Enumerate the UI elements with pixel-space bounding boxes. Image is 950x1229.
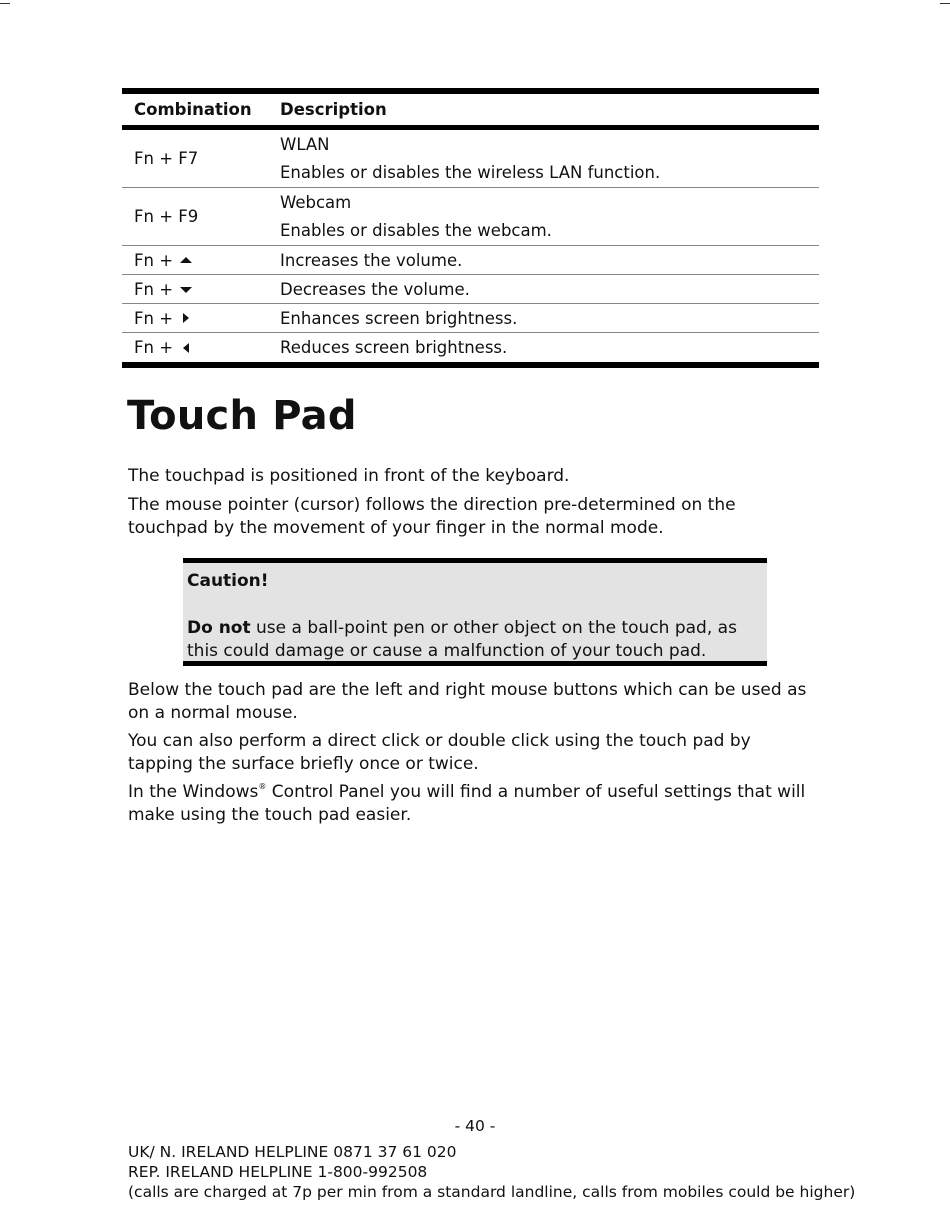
function-description: Reduces screen brightness. bbox=[280, 338, 508, 357]
combination-text: Fn + bbox=[134, 250, 174, 270]
combination-cell: Fn + F7 bbox=[134, 149, 199, 168]
shortcut-table bbox=[122, 88, 819, 368]
description-cell bbox=[280, 304, 819, 332]
body-paragraph-1: Below the touch pad are the left and right mouse buttons which can be used as on a normal mouse. bbox=[128, 680, 807, 723]
caution-text bbox=[187, 617, 762, 662]
combination-text: Fn + bbox=[134, 308, 174, 328]
combination-text: Fn + bbox=[134, 338, 174, 357]
caution-box bbox=[183, 558, 767, 666]
function-description: Enables or disables the wireless LAN function. bbox=[280, 163, 661, 183]
footer bbox=[128, 1142, 855, 1202]
description-cell bbox=[280, 246, 819, 274]
table-bottom-rule bbox=[122, 362, 819, 368]
description-cell bbox=[280, 275, 819, 303]
body-paragraph-2: You can also perform a direct click or double click using the touch pad by tapping the surface briefly once or twice. bbox=[128, 731, 751, 774]
page-number: - 40 - bbox=[454, 1117, 496, 1135]
combination-cell bbox=[122, 304, 280, 332]
combination-cell bbox=[122, 246, 280, 274]
arrow-left-icon bbox=[180, 343, 192, 353]
function-description: Increases the volume. bbox=[280, 250, 463, 270]
footer-helpline-ireland: REP. IRELAND HELPLINE 1-800-992508 bbox=[128, 1163, 428, 1181]
intro-paragraph-2: The mouse pointer (cursor) follows the direction pre-determined on the touchpad by the movement of your finger in the normal mode. bbox=[128, 495, 736, 538]
registered-mark: ® bbox=[258, 782, 267, 791]
caution-bold-lead: Do not bbox=[187, 618, 251, 638]
arrow-right-icon bbox=[180, 313, 192, 323]
table-row bbox=[122, 275, 819, 304]
intro-paragraph-1: The touchpad is positioned in front of the keyboard. bbox=[128, 466, 570, 486]
description-cell bbox=[280, 188, 819, 245]
arrow-down-icon bbox=[180, 284, 192, 294]
para-3-after: Control Panel you will find a number of useful settings that will make using the touch pad easier. bbox=[128, 782, 806, 825]
caution-body: use a ball-point pen or other object on the touch pad, as this could damage or cause a malfunction of your touch pad. bbox=[187, 618, 737, 661]
function-title: WLAN bbox=[280, 134, 330, 154]
function-title: Webcam bbox=[280, 192, 352, 212]
combination-cell bbox=[122, 333, 280, 362]
table-row bbox=[122, 304, 819, 333]
table-row bbox=[122, 188, 819, 246]
arrow-up-icon bbox=[180, 255, 192, 265]
description-cell bbox=[280, 130, 819, 187]
table-row bbox=[122, 333, 819, 362]
function-description: Enhances screen brightness. bbox=[280, 308, 518, 328]
function-description: Enables or disables the webcam. bbox=[280, 221, 552, 241]
crop-mark-right bbox=[940, 3, 950, 4]
combination-cell bbox=[122, 275, 280, 303]
function-description: Decreases the volume. bbox=[280, 279, 470, 299]
section-title: Touch Pad bbox=[127, 393, 357, 439]
table-row bbox=[122, 246, 819, 275]
description-cell bbox=[280, 333, 819, 362]
para-3-before: In the Windows bbox=[128, 782, 259, 802]
body-paragraph-3 bbox=[128, 781, 820, 826]
header-description: Description bbox=[280, 100, 387, 119]
footer-helpline-uk: UK/ N. IRELAND HELPLINE 0871 37 61 020 bbox=[128, 1143, 457, 1161]
combination-cell: Fn + F9 bbox=[134, 207, 199, 226]
combination-text: Fn + bbox=[134, 279, 174, 299]
caution-title: Caution! bbox=[187, 571, 269, 591]
footer-call-charges: (calls are charged at 7p per min from a standard landline, calls from mobiles could be higher) bbox=[128, 1183, 856, 1201]
table-header-row bbox=[122, 94, 819, 125]
header-combination: Combination bbox=[134, 100, 252, 119]
table-row bbox=[122, 130, 819, 188]
crop-mark-left bbox=[0, 3, 10, 4]
